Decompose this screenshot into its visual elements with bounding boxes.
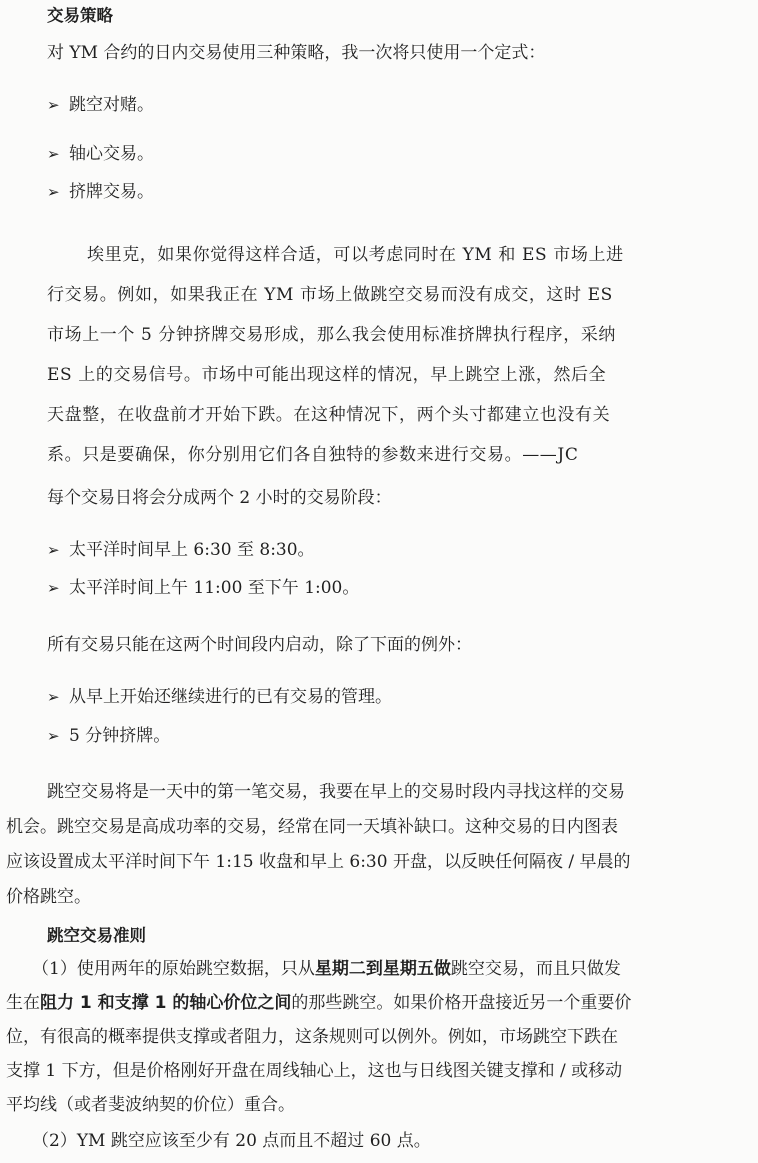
rule-line: 生在阻力 1 和支撑 1 的轴心价位之间的那些跳空。如果价格开盘接近另一个重要价 xyxy=(6,993,632,1013)
paragraph-line: 价格跳空。 xyxy=(6,887,91,907)
list-item: ➢ 太平洋时间早上 6:30 至 8:30。 xyxy=(47,540,315,560)
list-item: ➢ 从早上开始还继续进行的已有交易的管理。 xyxy=(47,687,392,707)
quote-line: 埃里克，如果你觉得这样合适，可以考虑同时在 YM 和 ES 市场上进 xyxy=(87,245,624,265)
arrow-bullet-icon: ➢ xyxy=(47,688,60,706)
arrow-bullet-icon: ➢ xyxy=(47,96,60,114)
quote-line: 行交易。例如，如果我正在 YM 市场上做跳空交易而没有成交，这时 ES xyxy=(47,285,613,305)
rule-2: （2）YM 跳空应该至少有 20 点而且不超过 60 点。 xyxy=(32,1131,431,1151)
exceptions-intro: 所有交易只能在这两个时间段内启动，除了下面的例外： xyxy=(47,635,472,655)
list-item: ➢ 5 分钟挤牌。 xyxy=(47,726,171,746)
quote-line: 天盘整，在收盘前才开始下跌。在这种情况下，两个头寸都建立也没有关 xyxy=(47,405,611,425)
paragraph-line: 跳空交易将是一天中的第一笔交易，我要在早上的交易时段内寻找这样的交易 xyxy=(47,782,625,802)
quote-line: 市场上一个 5 分钟挤牌交易形成，那么我会使用标准挤牌执行程序，采纳 xyxy=(47,325,617,345)
rule-line: 支撑 1 下方，但是价格刚好开盘在周线轴心上，这也与日线图关键支撑和 / 或移动 xyxy=(6,1061,623,1081)
arrow-bullet-icon: ➢ xyxy=(47,727,60,745)
intro-text: 对 YM 合约的日内交易使用三种策略，我一次将只使用一个定式： xyxy=(47,43,546,63)
rule-line: 平均线（或者斐波纳契的价位）重合。 xyxy=(6,1095,295,1115)
arrow-bullet-icon: ➢ xyxy=(47,541,60,559)
sessions-intro: 每个交易日将会分成两个 2 小时的交易阶段： xyxy=(47,488,392,508)
paragraph-line: 机会。跳空交易是高成功率的交易，经常在同一天填补缺口。这种交易的日内图表 xyxy=(6,817,618,837)
quote-line: 系。只是要确保，你分别用它们各自独特的参数来进行交易。——JC xyxy=(47,445,579,465)
list-item: ➢ 轴心交易。 xyxy=(47,144,154,164)
rule-line: 位，有很高的概率提供支撑或者阻力，这条规则可以例外。例如，市场跳空下跌在 xyxy=(6,1027,618,1047)
list-item: ➢ 挤牌交易。 xyxy=(47,182,154,202)
quote-line: ES 上的交易信号。市场中可能出现这样的情况，早上跳空上涨，然后全 xyxy=(47,365,607,385)
section-heading-rules: 跳空交易准则 xyxy=(47,926,146,945)
list-item: ➢ 跳空对赌。 xyxy=(47,95,154,115)
arrow-bullet-icon: ➢ xyxy=(47,183,60,201)
arrow-bullet-icon: ➢ xyxy=(47,145,60,163)
rule-line: （1）使用两年的原始跳空数据，只从星期二到星期五做跳空交易，而且只做发 xyxy=(32,959,621,979)
paragraph-line: 应该设置成太平洋时间下午 1:15 收盘和早上 6:30 开盘，以反映任何隔夜 / 早晨的 xyxy=(6,852,631,872)
list-item: ➢ 太平洋时间上午 11:00 至下午 1:00。 xyxy=(47,578,360,598)
section-heading-strategy: 交易策略 xyxy=(47,6,113,25)
arrow-bullet-icon: ➢ xyxy=(47,579,60,597)
